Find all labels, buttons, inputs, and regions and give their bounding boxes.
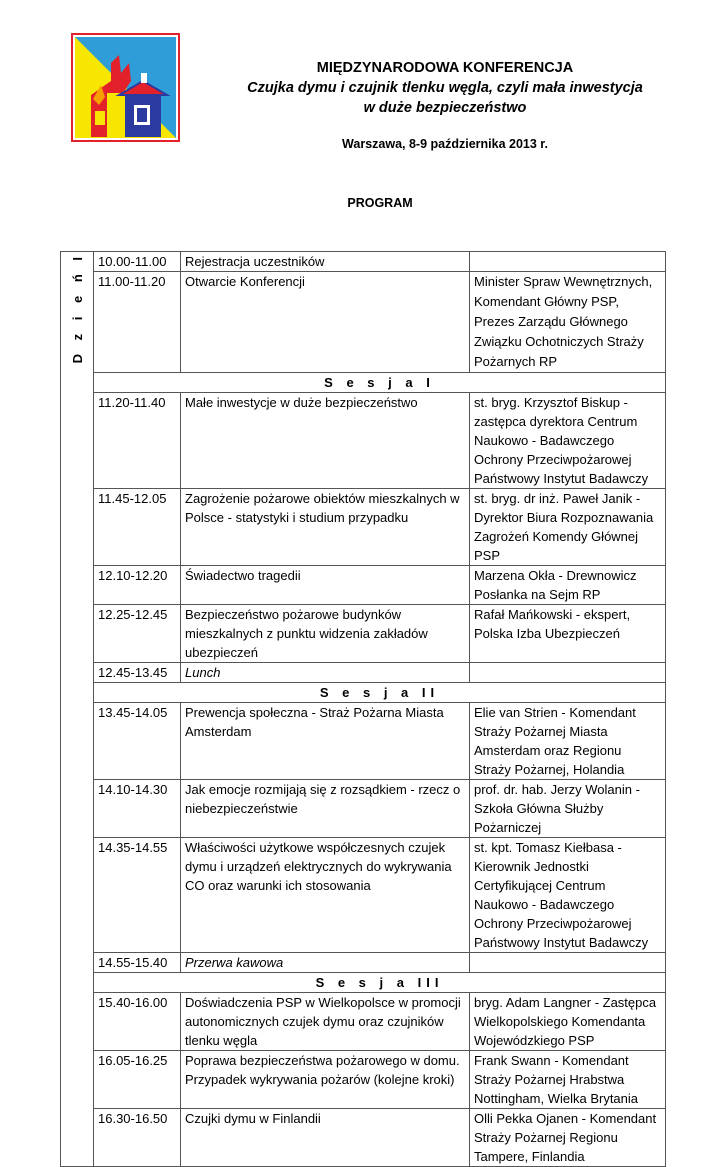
topic-cell: Rejestracja uczestników [181,252,470,272]
table-row [61,1109,666,1167]
table-row [61,272,666,373]
conference-date: Warszawa, 8-9 października 2013 r. [342,137,548,151]
session-row [61,973,666,993]
topic-cell: Właściwości użytkowe współczesnych czujek dymu i urządzeń elektrycznych do wykrywania CO oraz warunki ich stosowania [181,838,470,953]
table-row [61,838,666,953]
speaker-cell [470,663,666,683]
topic-cell: Bezpieczeństwo pożarowe budynków mieszkalnych z punktu widzenia zakładów ubezpieczeń [181,605,470,663]
speaker-cell [470,272,666,373]
speaker-cell: Olli Pekka Ojanen - Komendant Straży Pożarnej Regionu Tampere, Finlandia [470,1109,666,1167]
topic-cell: Jak emocje rozmijają się z rozsądkiem - rzecz o niebezpieczeństwie [181,780,470,838]
topic-cell: Przerwa kawowa [181,953,470,973]
table-row [61,566,666,605]
table-row [61,489,666,566]
time-cell: 12.10-12.20 [94,566,181,605]
day-label-cell [61,252,94,1167]
speaker-cell: st. kpt. Tomasz Kiełbasa - Kierownik Jednostki Certyfikującej Centrum Naukowo - Badawczego Ochrony Przeciwpożarowej Państwowy Instytut Badawczy [470,838,666,953]
day-label: D z i e ń I [69,252,85,364]
speaker-cell: Elie van Strien - Komendant Straży Pożarnej Miasta Amsterdam oraz Regionu Straży Pożarnej, Holandia [470,703,666,780]
program-table [60,251,666,1167]
speaker-cell: bryg. Adam Langner - Zastępca Wielkopolskiego Komendanta Wojewódzkiego PSP [470,993,666,1051]
session-row [61,373,666,393]
time-cell: 11.20-11.40 [94,393,181,489]
program-heading: PROGRAM [347,196,413,210]
table-row [61,780,666,838]
speaker-line: Prezes Zarządu Głównego Związku Ochotniczych Straży Pożarnych RP [474,314,644,369]
topic-cell: Prewencja społeczna - Straż Pożarna Miasta Amsterdam [181,703,470,780]
time-cell: 12.25-12.45 [94,605,181,663]
speaker-cell [470,252,666,272]
speaker-cell: prof. dr. hab. Jerzy Wolanin - Szkoła Główna Służby Pożarniczej [470,780,666,838]
speaker-line: Komendant Główny PSP, [474,294,620,309]
table-row [61,393,666,489]
topic-cell: Małe inwestycje w duże bezpieczeństwo [181,393,470,489]
time-cell: 11.45-12.05 [94,489,181,566]
speaker-cell: st. bryg. dr inż. Paweł Janik - Dyrektor Biura Rozpoznawania Zagrożeń Komendy Głównej PSP [470,489,666,566]
topic-cell: Otwarcie Konferencji [181,272,470,373]
time-cell: 12.45-13.45 [94,663,181,683]
table-row [61,663,666,683]
topic-cell: Poprawa bezpieczeństwa pożarowego w domu. Przypadek wykrywania pożarów (kolejne kroki) [181,1051,470,1109]
table-row [61,703,666,780]
topic-cell: Czujki dymu w Finlandii [181,1109,470,1167]
time-cell: 16.05-16.25 [94,1051,181,1109]
conference-subtitle-1: Czujka dymu i czujnik tlenku węgla, czyli mała inwestycja [247,80,643,96]
table-row [61,605,666,663]
table-row [61,953,666,973]
table-row [61,252,666,272]
speaker-cell: Frank Swann - Komendant Straży Pożarnej Hrabstwa Nottingham, Wielka Brytania [470,1051,666,1109]
speaker-cell [470,953,666,973]
conference-subtitle-2: w duże bezpieczeństwo [363,100,527,116]
time-cell: 14.55-15.40 [94,953,181,973]
time-cell: 16.30-16.50 [94,1109,181,1167]
session-row [61,683,666,703]
table-row [61,1051,666,1109]
time-cell: 15.40-16.00 [94,993,181,1051]
speaker-cell: Rafał Mańkowski - ekspert, Polska Izba Ubezpieczeń [470,605,666,663]
conference-logo [71,33,180,142]
topic-cell: Zagrożenie pożarowe obiektów mieszkalnych w Polsce - statystyki i studium przypadku [181,489,470,566]
speaker-line: Minister Spraw Wewnętrznych, [474,274,653,289]
session-header: S e s j a I [94,373,666,393]
speaker-cell: Marzena Okła - Drewnowicz Posłanka na Sejm RP [470,566,666,605]
topic-cell: Lunch [181,663,470,683]
speaker-cell: st. bryg. Krzysztof Biskup - zastępca dyrektora Centrum Naukowo - Badawczego Ochrony Przeciwpożarowej Państwowy Instytut Badawczy [470,393,666,489]
session-header: S e s j a II [94,683,666,703]
table-row [61,993,666,1051]
time-cell: 10.00-11.00 [94,252,181,272]
topic-cell: Świadectwo tragedii [181,566,470,605]
topic-cell: Doświadczenia PSP w Wielkopolsce w promocji autonomicznych czujek dymu oraz czujników tlenku węgla [181,993,470,1051]
time-cell: 14.10-14.30 [94,780,181,838]
conference-title: MIĘDZYNARODOWA KONFERENCJA [316,60,574,76]
time-cell: 11.00-11.20 [94,272,181,373]
time-cell: 13.45-14.05 [94,703,181,780]
time-cell: 14.35-14.55 [94,838,181,953]
session-header: S e s j a III [94,973,666,993]
